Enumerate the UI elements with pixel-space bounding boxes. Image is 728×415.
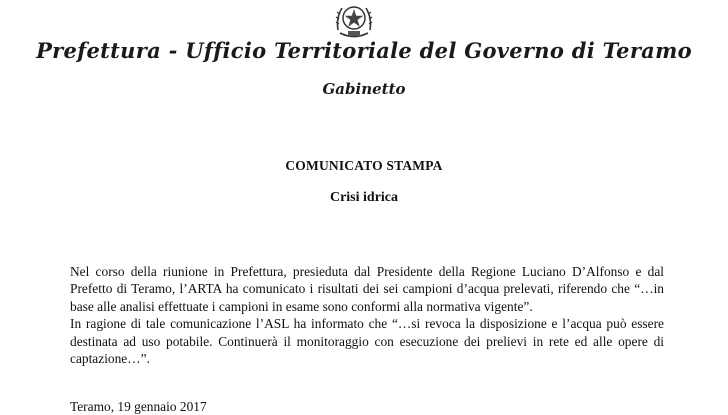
- document-subject-heading: Crisi idrica: [329, 190, 399, 205]
- office-header-subtitle: Gabinetto: [322, 80, 406, 98]
- body-paragraph: Nel corso della riunione in Prefettura, presieduta dal Presidente della Regione Luciano D’Alfonso e dal Prefetto di Teramo, l’ARTA ha comunicato i risultati dei sei campioni d’acqua prelevati, riferendo che “…in base alle analisi effettuate i campioni in esame sono conformi alla normativa vigente”.: [70, 264, 664, 314]
- office-header-title: Prefettura - Ufficio Territoriale del Governo di Teramo: [36, 38, 692, 63]
- document-type-heading: COMUNICATO STAMPA: [285, 158, 443, 173]
- document-date-line: Teramo, 19 gennaio 2017: [70, 399, 207, 414]
- document-body: [70, 263, 664, 367]
- italian-republic-emblem-icon: [332, 0, 376, 40]
- body-paragraph: In ragione di tale comunicazione l’ASL ha informato che “…si revoca la disposizione e l’acqua può essere destinata ad uso potabile. Continuerà il monitoraggio con esecuzione dei prelievi in rete ed alle opere di captazione…”.: [70, 316, 664, 367]
